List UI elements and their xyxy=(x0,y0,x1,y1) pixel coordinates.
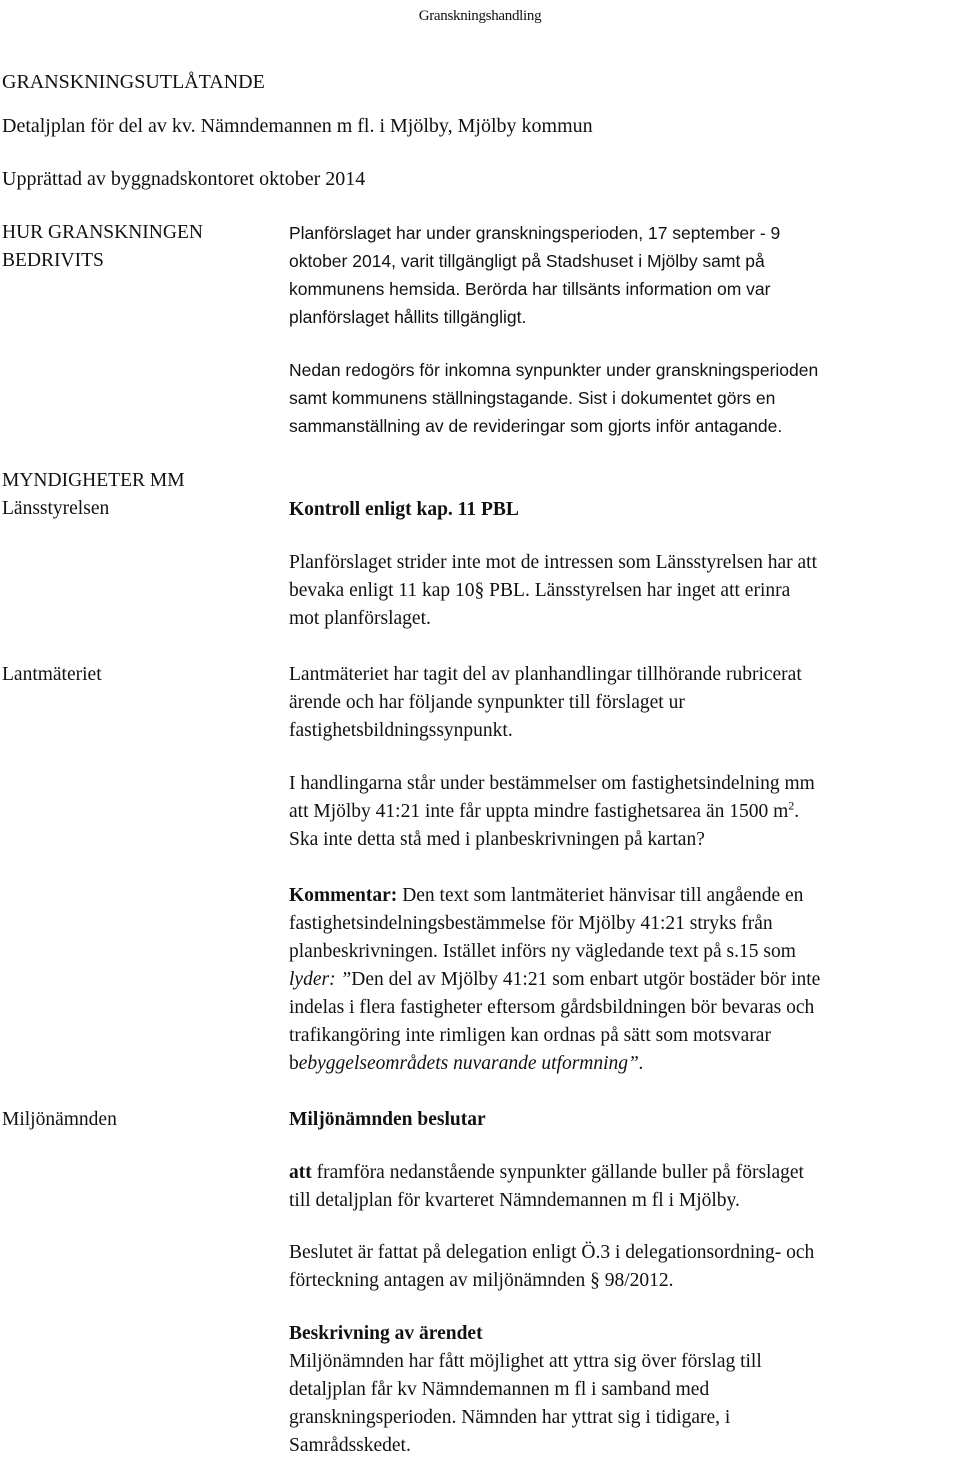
text-line xyxy=(289,798,959,826)
text-line: Miljönämnden har fått möjlighet att yttra sig över förslag till xyxy=(289,1351,762,1372)
text-line: ärende och har följande synpunkter till förslaget ur xyxy=(289,692,685,713)
text-line: Samrådsskedet. xyxy=(289,1435,411,1456)
how-paragraph-2 xyxy=(289,356,959,440)
text-line: Planförslaget strider inte mot de intressen som Länsstyrelsen har att xyxy=(289,552,817,573)
description-heading: Beskrivning av ärendet xyxy=(289,1323,483,1344)
text-span: framföra nedanstående synpunkter gällande buller på förslaget xyxy=(311,1162,804,1183)
text-line: oktober 2014, varit tillgängligt på Stadshuset i Mjölby samt på xyxy=(289,251,765,271)
prepared-by: Upprättad av byggnadskontoret oktober 2014 xyxy=(2,168,366,190)
lantmateriet-paragraph-2 xyxy=(289,770,959,854)
miljo-paragraph-1 xyxy=(289,1159,959,1215)
comment-label: Kommentar: xyxy=(289,885,398,906)
document-title: GRANSKNINGSUTLÅTANDE xyxy=(2,71,265,93)
how-paragraph-1 xyxy=(289,219,959,331)
label-line: MYNDIGHETER MM xyxy=(2,470,185,491)
text-line: Lantmäteriet har tagit del av planhandlingar tillhörande rubricerat xyxy=(289,664,802,685)
section-label-lantmateriet: Lantmäteriet xyxy=(2,664,102,685)
text-span: Den text som lantmäteriet hänvisar till angående en xyxy=(397,885,804,906)
section-label-authorities xyxy=(2,467,272,523)
miljo-description xyxy=(289,1320,959,1460)
text-line: kommunens hemsida. Berörda har tillsänts information om var xyxy=(289,279,771,299)
text-line: I handlingarna står under bestämmelser om fastighetsindelning mm xyxy=(289,773,815,794)
text-span: . xyxy=(794,801,800,822)
text-line: Ska inte detta stå med i planbeskrivningen på kartan? xyxy=(289,829,705,850)
text-line: trafikangöring inte rimligen kan ordnas på sätt som motsvarar xyxy=(289,1025,771,1046)
label-line: Länsstyrelsen xyxy=(2,498,110,519)
text-line: Nedan redogörs för inkomna synpunkter under granskningsperioden xyxy=(289,360,819,380)
text-line: indelas i flera fastigheter eftersom gårdsbildningen bör bevaras och xyxy=(289,997,815,1018)
text-line xyxy=(289,882,959,910)
text-line xyxy=(289,1159,959,1187)
text-line: detaljplan får kv Nämndemannen m fl i samband med xyxy=(289,1379,710,1400)
text-span: lyder: ” xyxy=(289,969,352,990)
label-line: BEDRIVITS xyxy=(2,250,104,271)
text-span: ebyggelseområdets nuvarande utformning”. xyxy=(298,1053,644,1074)
document-subtitle: Detaljplan för del av kv. Nämndemannen m fl. i Mjölby, Mjölby kommun xyxy=(2,115,593,137)
text-line xyxy=(289,1050,959,1078)
section-label-how xyxy=(2,219,272,275)
text-line: samt kommunens ställningstagande. Sist i dokumentet görs en xyxy=(289,388,776,408)
text-line xyxy=(289,966,959,994)
text-span: att Mjölby 41:21 inte får uppta mindre fastighetsarea än 1500 m xyxy=(289,801,789,822)
authorities-heading: Kontroll enligt kap. 11 PBL xyxy=(289,499,519,520)
text-line: förteckning antagen av miljönämnden § 98/2012. xyxy=(289,1270,674,1291)
text-span: b xyxy=(289,1053,299,1074)
text-line: granskningsperioden. Nämnden har yttrat sig i tidigare, i xyxy=(289,1407,731,1428)
text-line: fastighetsbildningssynpunkt. xyxy=(289,720,513,741)
text-line: planförslaget hållits tillgängligt. xyxy=(289,307,527,327)
label-line: HUR GRANSKNINGEN xyxy=(2,222,203,243)
text-line: sammanställning av de revideringar som gjorts inför antagande. xyxy=(289,416,783,436)
text-span: Den del av Mjölby 41:21 som enbart utgör bostäder bör inte xyxy=(351,969,821,990)
running-header: Granskningshandling xyxy=(418,8,542,24)
text-line: mot planförslaget. xyxy=(289,608,431,629)
text-line: bevaka enligt 11 kap 10§ PBL. Länsstyrelsen har inget att erinra xyxy=(289,580,791,601)
miljo-paragraph-2 xyxy=(289,1239,959,1295)
text-line: Planförslaget har under granskningsperioden, 17 september - 9 xyxy=(289,223,781,243)
text-line: planbeskrivningen. Istället införs ny vägledande text på s.15 som xyxy=(289,941,796,962)
lantmateriet-comment xyxy=(289,882,959,1078)
text-line: till detaljplan för kvarteret Nämndemannen m fl i Mjölby. xyxy=(289,1190,740,1211)
text-span: att xyxy=(289,1162,312,1183)
miljo-heading: Miljönämnden beslutar xyxy=(289,1109,486,1130)
authorities-paragraph xyxy=(289,549,959,633)
section-label-miljo: Miljönämnden xyxy=(2,1109,117,1130)
text-line: fastighetsindelningsbestämmelse för Mjölby 41:21 stryks från xyxy=(289,913,773,934)
text-line: Beslutet är fattat på delegation enligt Ö.3 i delegationsordning- och xyxy=(289,1242,815,1263)
superscript: 2 xyxy=(788,798,795,813)
lantmateriet-paragraph-1 xyxy=(289,661,959,745)
